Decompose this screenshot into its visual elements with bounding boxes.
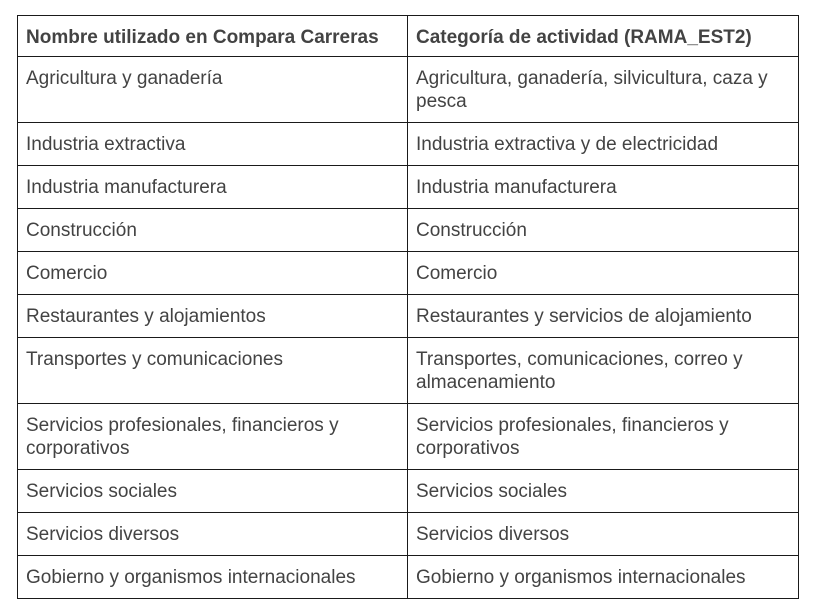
table-row: [18, 209, 799, 252]
cell-compara-name: Construcción: [18, 209, 408, 252]
table-row: [18, 166, 799, 209]
activity-category-table: [17, 15, 799, 599]
cell-compara-name: Servicios sociales: [18, 470, 408, 513]
cell-compara-name: Transportes y comunicaciones: [18, 338, 408, 404]
cell-activity-category: Industria extractiva y de electricidad: [408, 123, 799, 166]
cell-activity-category: Servicios diversos: [408, 513, 799, 556]
cell-activity-category: Agricultura, ganadería, silvicultura, caza y pesca: [408, 57, 799, 123]
table-row: [18, 338, 799, 404]
cell-compara-name: Comercio: [18, 252, 408, 295]
cell-compara-name: Servicios diversos: [18, 513, 408, 556]
header-cell-activity-category: Categoría de actividad (RAMA_EST2): [408, 16, 799, 57]
table-row: [18, 513, 799, 556]
table-row: [18, 404, 799, 470]
table-row: [18, 556, 799, 599]
cell-activity-category: Industria manufacturera: [408, 166, 799, 209]
table-row: [18, 295, 799, 338]
cell-activity-category: Servicios profesionales, financieros y corporativos: [408, 404, 799, 470]
cell-activity-category: Transportes, comunicaciones, correo y almacenamiento: [408, 338, 799, 404]
header-cell-compara-name: Nombre utilizado en Compara Carreras: [18, 16, 408, 57]
table-body: [18, 57, 799, 599]
cell-compara-name: Agricultura y ganadería: [18, 57, 408, 123]
table-row: [18, 123, 799, 166]
table-row: [18, 57, 799, 123]
cell-activity-category: Servicios sociales: [408, 470, 799, 513]
header-row: [18, 16, 799, 57]
cell-activity-category: Restaurantes y servicios de alojamiento: [408, 295, 799, 338]
cell-compara-name: Servicios profesionales, financieros y corporativos: [18, 404, 408, 470]
table-header: [18, 16, 799, 57]
cell-compara-name: Industria extractiva: [18, 123, 408, 166]
cell-compara-name: Gobierno y organismos internacionales: [18, 556, 408, 599]
cell-activity-category: Comercio: [408, 252, 799, 295]
cell-compara-name: Industria manufacturera: [18, 166, 408, 209]
cell-compara-name: Restaurantes y alojamientos: [18, 295, 408, 338]
table-row: [18, 470, 799, 513]
table-row: [18, 252, 799, 295]
cell-activity-category: Construcción: [408, 209, 799, 252]
cell-activity-category: Gobierno y organismos internacionales: [408, 556, 799, 599]
